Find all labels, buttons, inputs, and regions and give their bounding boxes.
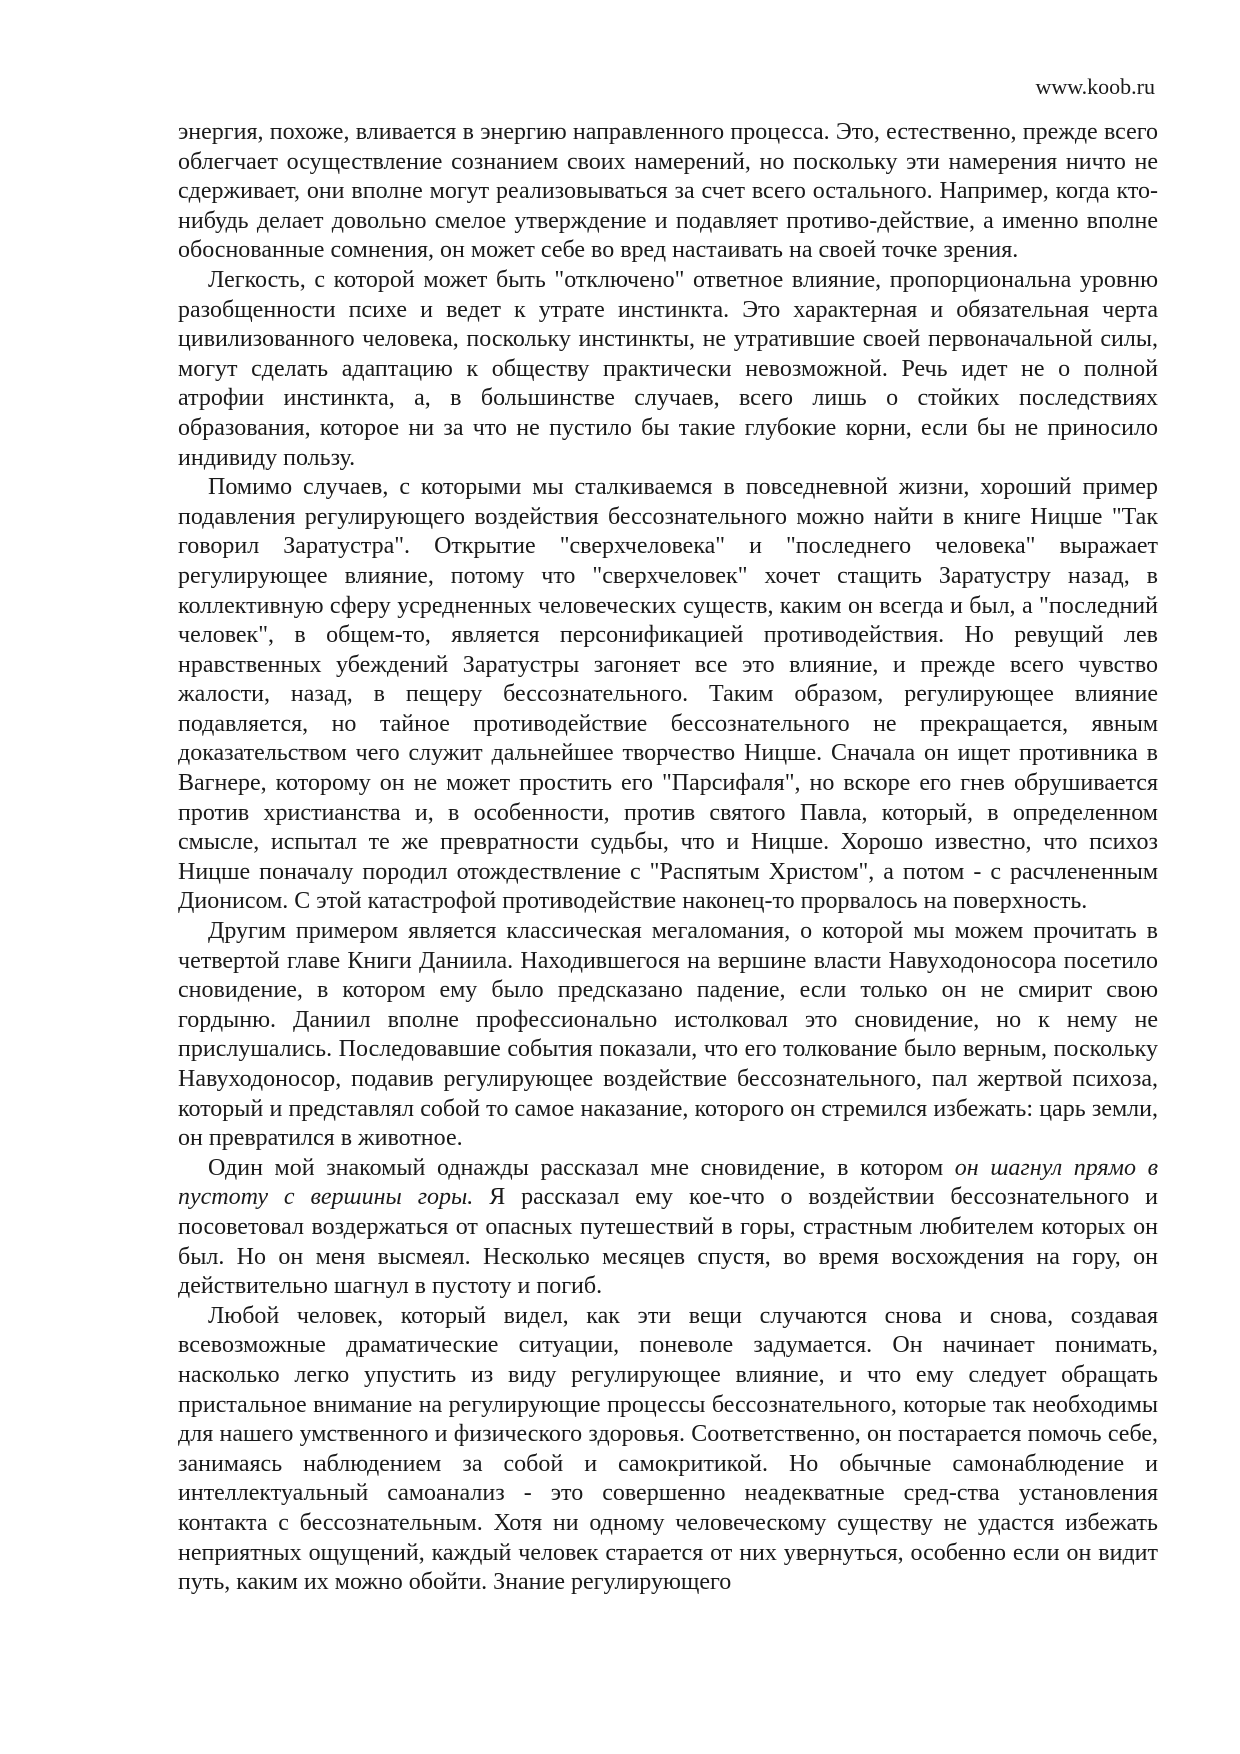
paragraph-2: Легкость, с которой может быть "отключено" ответное влияние, пропорциональна уровню разобщенности психе и ведет к утрате инстинкта. Это характерная и обязательная черта цивилизованного человека, поскольку инстинкты, не утратившие своей первоначальной силы, могут сделать адаптацию к обществу практически невозможной. Речь идет не о полной атрофии инстинкта, а, в большинстве случаев, всего лишь о стойких последствиях образования, которое ни за что не пустило бы такие глубокие корни, если бы не приносило индивиду пользу. [178,266,1158,471]
page-header-site: www.koob.ru [1035,74,1155,99]
paragraph-3: Помимо случаев, с которыми мы сталкиваемся в повседневной жизни, хороший пример подавления регулирующего воздействия бессознательного можно найти в книге Ницше "Так говорил Заратустра". Открытие "сверхчеловека" и "последнего человека" выражает регулирующее влияние, потому что "сверхчеловек" хочет стащить Заратустру назад, в коллективную сферу усредненных человеческих существ, каким он всегда и был, а "последний человек", в общем-то, является персонификацией противодействия. Но ревущий лев нравственных убеждений Заратустры загоняет все это влияние, и прежде всего чувство жалости, назад, в пещеру бессознательного. Таким образом, регулирующее влияние подавляется, но тайное противодействие бессознательного не прекращается, явным доказательством чего служит дальнейшее творчество Ницше. Сначала он ищет противника в Вагнере, которому он не может простить его "Парсифаля", но вскоре его гнев обрушивается против христианства и, в особенности, против святого Павла, который, в определенном смысле, испытал те же превратности судьбы, что и Ницше. Хорошо известно, что психоз Ницше поначалу породил отождествление с "Распятым Христом", а потом - с расчлененным Дионисом. С этой катастрофой противодействие наконец-то прорвалось на поверхность. [178,474,1158,915]
paragraph-5-part-1: Один мой знакомый однажды рассказал мне сновидение, в котором [208,1154,955,1181]
paragraph-5-part-2: Я рассказал ему кое-что о воздействии бессознательного и посоветовал воздержаться от опасных путешествий в горы, страстным любителем которых он был. Но он меня высмеял. Несколько месяцев спустя, во время восхождения на гору, он действительно шагнул в пустоту и погиб. [178,1184,1159,1300]
paragraph-5 [178,1154,1158,1302]
body-text [178,118,1158,1598]
paragraph-1: энергия, похоже, вливается в энергию направленного процесса. Это, естественно, прежде всего облегчает осуществление сознанием своих намерений, но поскольку эти намерения ничто не сдерживает, они вполне могут реализовываться за счет всего остального. Например, когда кто-нибудь делает довольно смелое утверждение и подавляет противо-действие, а именно вполне обоснованные сомнения, он может себе во вред настаивать на своей точке зрения. [178,119,1158,264]
paragraph-5-italic: он шагнул прямо в пустоту с вершины горы. [178,1154,1159,1211]
paragraph-4: Другим примером является классическая мегаломания, о которой мы можем прочитать в четвертой главе Книги Даниила. Находившегося на вершине власти Навуходоносора посетило сновидение, в котором ему было предсказано падение, если только он не смирит свою гордыню. Даниил вполне профессионально истолковал это сновидение, но к нему не прислушались. Последовавшие события показали, что его толкование было верным, поскольку Навуходоносор, подавив регулирующее воздействие бессознательного, пал жертвой психоза, который и представлял собой то самое наказание, которого он стремился избежать: царь земли, он превратился в животное. [178,918,1158,1152]
paragraph-6: Любой человек, который видел, как эти вещи случаются снова и снова, создавая всевозможные драматические ситуации, поневоле задумается. Он начинает понимать, насколько легко упустить из виду регулирующее влияние, и что ему следует обращать пристальное внимание на регулирующие процессы бессознательного, которые так необходимы для нашего умственного и физического здоровья. Соответственно, он постарается помочь себе, занимаясь наблюдением за собой и самокритикой. Но обычные самонаблюдение и интеллектуальный самоанализ - это совершенно неадекватные сред-ства установления контакта с бессознательным. Хотя ни одному человеческому существу не удастся избежать неприятных ощущений, каждый человек старается от них увернуться, особенно если он видит путь, каким их можно обойти. Знание регулирующего [178,1302,1158,1596]
